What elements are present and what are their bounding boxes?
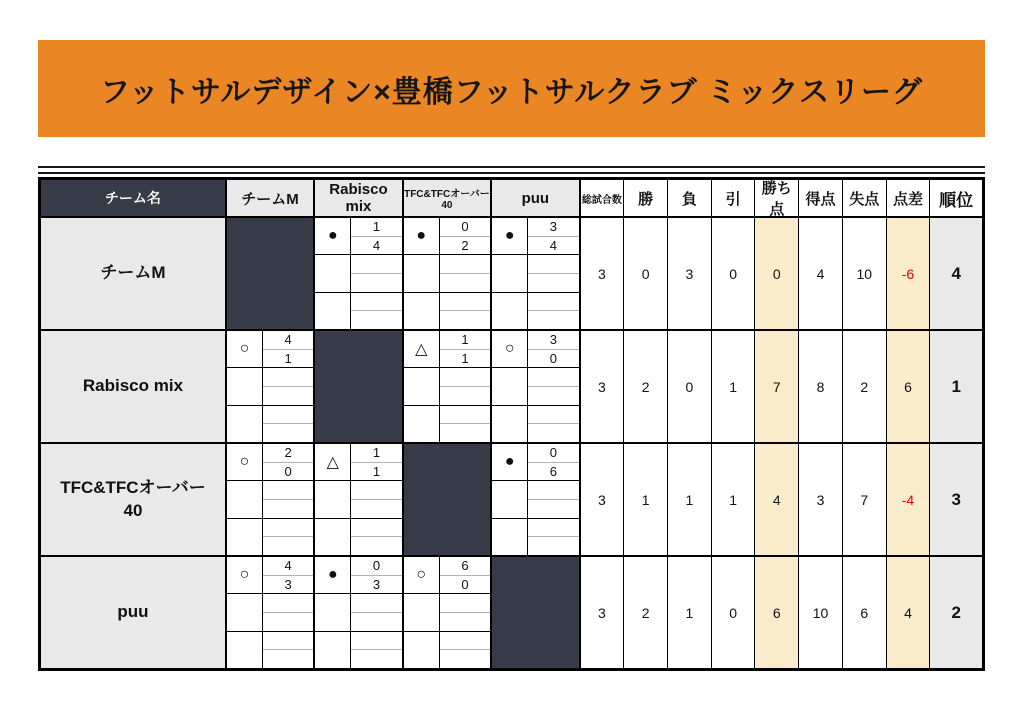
- diagonal-self-cell: [227, 218, 315, 329]
- result-symbol-empty: [227, 632, 263, 668]
- match-result-subrow: [227, 331, 313, 368]
- empty-match-subrow: [315, 519, 401, 555]
- score-against: 0: [549, 351, 557, 366]
- score-cell-empty: [528, 519, 578, 555]
- empty-match-subrow: [315, 293, 401, 329]
- match-result-subrow: [315, 557, 401, 594]
- score-against: 3: [284, 577, 292, 592]
- col-header-rank: 順位: [930, 180, 982, 216]
- stat-goals-against: 7: [843, 444, 887, 555]
- empty-match-subrow: [404, 255, 490, 292]
- empty-match-subrow: [227, 632, 313, 668]
- empty-match-subrow: [315, 594, 401, 631]
- match-result-subrow: [404, 557, 490, 594]
- col-header-draws: 引: [712, 180, 756, 216]
- result-symbol-empty: [404, 255, 440, 291]
- result-symbol: △: [315, 444, 351, 480]
- stat-goal-diff: 6: [887, 331, 931, 442]
- double-rule-divider: [38, 166, 985, 174]
- match-cell: [404, 331, 492, 442]
- col-header-goal-diff: 点差: [887, 180, 931, 216]
- match-result-subrow: [492, 444, 578, 481]
- match-cell: [492, 444, 580, 555]
- result-symbol: ●: [315, 557, 351, 593]
- result-symbol-empty: [315, 255, 351, 291]
- result-symbol-empty: [315, 481, 351, 517]
- empty-match-subrow: [492, 519, 578, 555]
- result-symbol-empty: [227, 481, 263, 517]
- result-symbol: ○: [227, 331, 263, 367]
- team-name: チームM: [41, 218, 227, 329]
- result-symbol: ○: [227, 444, 263, 480]
- empty-match-subrow: [404, 406, 490, 442]
- empty-match-subrow: [492, 481, 578, 518]
- empty-match-subrow: [227, 519, 313, 555]
- score-for: 1: [351, 444, 401, 463]
- col-header-goals-against: 失点: [843, 180, 887, 216]
- score-cell-empty: [528, 293, 578, 329]
- stat-rank: 2: [930, 557, 982, 668]
- score-cell-empty: [351, 481, 401, 517]
- result-symbol-empty: [492, 481, 528, 517]
- score-cell: [528, 331, 578, 367]
- score-cell: [351, 444, 401, 480]
- diagonal-self-cell: [404, 444, 492, 555]
- result-symbol-empty: [227, 368, 263, 404]
- col-header-wins: 勝: [624, 180, 668, 216]
- stat-goals-against: 6: [843, 557, 887, 668]
- col-header-team-name: チーム名: [41, 180, 227, 216]
- score-cell-empty: [528, 255, 578, 291]
- result-symbol-empty: [404, 594, 440, 630]
- score-cell: [440, 218, 490, 254]
- stat-losses: 3: [668, 218, 712, 329]
- empty-match-subrow: [227, 368, 313, 405]
- stat-games: 3: [581, 444, 625, 555]
- empty-match-subrow: [227, 594, 313, 631]
- empty-match-subrow: [404, 368, 490, 405]
- stat-games: 3: [581, 331, 625, 442]
- score-cell-empty: [263, 368, 313, 404]
- score-cell: [263, 331, 313, 367]
- col-header-points: 勝ち点: [755, 180, 799, 216]
- empty-match-subrow: [227, 406, 313, 442]
- score-cell-empty: [440, 255, 490, 291]
- score-cell-empty: [263, 519, 313, 555]
- match-result-subrow: [492, 218, 578, 255]
- col-header-opponent-rabisco-mix: Rabisco mix: [315, 180, 403, 216]
- score-cell-empty: [440, 406, 490, 442]
- score-cell: [528, 218, 578, 254]
- match-cell: [404, 557, 492, 668]
- stat-goals-against: 2: [843, 331, 887, 442]
- score-against: 0: [461, 577, 469, 592]
- match-cell: [315, 218, 403, 329]
- result-symbol-empty: [492, 368, 528, 404]
- col-header-opponent-team-m: チームM: [227, 180, 315, 216]
- result-symbol-empty: [492, 406, 528, 442]
- score-for: 1: [351, 218, 401, 237]
- score-cell-empty: [528, 406, 578, 442]
- score-cell: [351, 557, 401, 593]
- result-symbol-empty: [404, 406, 440, 442]
- score-against: 1: [284, 351, 292, 366]
- col-header-total-games: 総試合数: [581, 180, 625, 216]
- stat-goals-for: 3: [799, 444, 843, 555]
- stat-games: 3: [581, 218, 625, 329]
- result-symbol-empty: [492, 519, 528, 555]
- title-banner: [38, 40, 985, 137]
- result-symbol-empty: [315, 594, 351, 630]
- score-for: 0: [528, 444, 578, 463]
- result-symbol-empty: [315, 293, 351, 329]
- result-symbol: ●: [492, 218, 528, 254]
- table-header-row: [41, 180, 982, 218]
- stat-rank: 1: [930, 331, 982, 442]
- result-symbol-empty: [404, 368, 440, 404]
- score-cell-empty: [351, 632, 401, 668]
- score-against: 3: [372, 577, 381, 592]
- score-for: 3: [528, 331, 578, 350]
- score-for: 6: [440, 557, 490, 576]
- score-cell-empty: [263, 481, 313, 517]
- team-row: [41, 218, 982, 331]
- team-row: [41, 444, 982, 557]
- stat-wins: 1: [624, 444, 668, 555]
- stat-goals-for: 8: [799, 331, 843, 442]
- page-title: フットサルデザイン×豊橋フットサルクラブ ミックスリーグ: [99, 75, 924, 109]
- result-symbol: ●: [492, 444, 528, 480]
- result-symbol-empty: [404, 293, 440, 329]
- stat-draws: 0: [712, 218, 756, 329]
- match-result-subrow: [315, 218, 401, 255]
- score-for: 4: [263, 331, 313, 350]
- score-for: 0: [351, 557, 401, 576]
- empty-match-subrow: [404, 594, 490, 631]
- score-cell-empty: [263, 632, 313, 668]
- empty-match-subrow: [227, 481, 313, 518]
- stat-games: 3: [581, 557, 625, 668]
- score-cell-empty: [440, 368, 490, 404]
- empty-match-subrow: [404, 293, 490, 329]
- score-cell: [263, 557, 313, 593]
- match-cell: [227, 331, 315, 442]
- stat-points: 7: [755, 331, 799, 442]
- stat-rank: 4: [930, 218, 982, 329]
- match-result-subrow: [315, 444, 401, 481]
- team-row: [41, 557, 982, 668]
- stat-goal-diff: -6: [887, 218, 931, 329]
- match-cell: [315, 557, 403, 668]
- score-against: 6: [549, 464, 557, 479]
- score-against: 0: [284, 464, 292, 479]
- match-result-subrow: [492, 331, 578, 368]
- result-symbol: ○: [492, 331, 528, 367]
- empty-match-subrow: [315, 632, 401, 668]
- stat-losses: 0: [668, 331, 712, 442]
- stat-wins: 2: [624, 557, 668, 668]
- score-cell-empty: [440, 293, 490, 329]
- score-against: 4: [372, 238, 381, 253]
- match-cell: [492, 218, 580, 329]
- team-name: TFC&TFCオーバー40: [41, 444, 227, 555]
- result-symbol-empty: [492, 255, 528, 291]
- stat-losses: 1: [668, 444, 712, 555]
- empty-match-subrow: [404, 632, 490, 668]
- match-cell: [227, 444, 315, 555]
- empty-match-subrow: [315, 255, 401, 292]
- empty-match-subrow: [492, 368, 578, 405]
- stat-losses: 1: [668, 557, 712, 668]
- score-cell-empty: [263, 406, 313, 442]
- col-header-losses: 負: [668, 180, 712, 216]
- score-against: 4: [549, 238, 557, 253]
- match-result-subrow: [227, 557, 313, 594]
- stat-goal-diff: -4: [887, 444, 931, 555]
- table-body: [41, 218, 982, 668]
- score-cell-empty: [263, 594, 313, 630]
- stat-points: 0: [755, 218, 799, 329]
- result-symbol-empty: [492, 293, 528, 329]
- match-cell: [315, 444, 403, 555]
- result-symbol-empty: [315, 519, 351, 555]
- diagonal-self-cell: [315, 331, 403, 442]
- result-symbol: ○: [227, 557, 263, 593]
- score-cell: [440, 331, 490, 367]
- team-name: puu: [41, 557, 227, 668]
- stat-goal-diff: 4: [887, 557, 931, 668]
- stat-draws: 1: [712, 444, 756, 555]
- result-symbol-empty: [404, 632, 440, 668]
- stat-goals-for: 10: [799, 557, 843, 668]
- result-symbol: ●: [404, 218, 440, 254]
- score-cell: [351, 218, 401, 254]
- empty-match-subrow: [492, 255, 578, 292]
- empty-match-subrow: [492, 406, 578, 442]
- result-symbol: ○: [404, 557, 440, 593]
- match-cell: [404, 218, 492, 329]
- match-result-subrow: [404, 331, 490, 368]
- match-cell: [492, 331, 580, 442]
- score-cell-empty: [351, 293, 401, 329]
- col-header-opponent-tfc-over40: TFC&TFCオーバー40: [404, 180, 492, 216]
- stat-points: 4: [755, 444, 799, 555]
- stat-rank: 3: [930, 444, 982, 555]
- score-against: 1: [372, 464, 381, 479]
- stat-wins: 0: [624, 218, 668, 329]
- score-cell-empty: [351, 255, 401, 291]
- team-name: Rabisco mix: [41, 331, 227, 442]
- stat-points: 6: [755, 557, 799, 668]
- score-against: 1: [461, 351, 469, 366]
- stat-draws: 0: [712, 557, 756, 668]
- score-for: 3: [528, 218, 578, 237]
- match-result-subrow: [404, 218, 490, 255]
- stat-goals-for: 4: [799, 218, 843, 329]
- league-table: [38, 177, 985, 671]
- result-symbol-empty: [227, 519, 263, 555]
- score-cell-empty: [351, 519, 401, 555]
- result-symbol: ●: [315, 218, 351, 254]
- result-symbol-empty: [227, 406, 263, 442]
- score-for: 0: [440, 218, 490, 237]
- match-cell: [227, 557, 315, 668]
- result-symbol: △: [404, 331, 440, 367]
- result-symbol-empty: [227, 594, 263, 630]
- col-header-goals-for: 得点: [799, 180, 843, 216]
- score-for: 1: [440, 331, 490, 350]
- score-cell-empty: [528, 481, 578, 517]
- diagonal-self-cell: [492, 557, 580, 668]
- stat-goals-against: 10: [843, 218, 887, 329]
- stat-draws: 1: [712, 331, 756, 442]
- col-header-opponent-puu: puu: [492, 180, 580, 216]
- empty-match-subrow: [315, 481, 401, 518]
- score-cell: [263, 444, 313, 480]
- team-row: [41, 331, 982, 444]
- score-for: 4: [263, 557, 313, 576]
- score-cell-empty: [351, 594, 401, 630]
- score-cell: [440, 557, 490, 593]
- score-cell-empty: [440, 632, 490, 668]
- score-against: 2: [461, 238, 469, 253]
- result-symbol-empty: [315, 632, 351, 668]
- stat-wins: 2: [624, 331, 668, 442]
- score-for: 2: [263, 444, 313, 463]
- empty-match-subrow: [492, 293, 578, 329]
- match-result-subrow: [227, 444, 313, 481]
- score-cell-empty: [528, 368, 578, 404]
- score-cell: [528, 444, 578, 480]
- score-cell-empty: [440, 594, 490, 630]
